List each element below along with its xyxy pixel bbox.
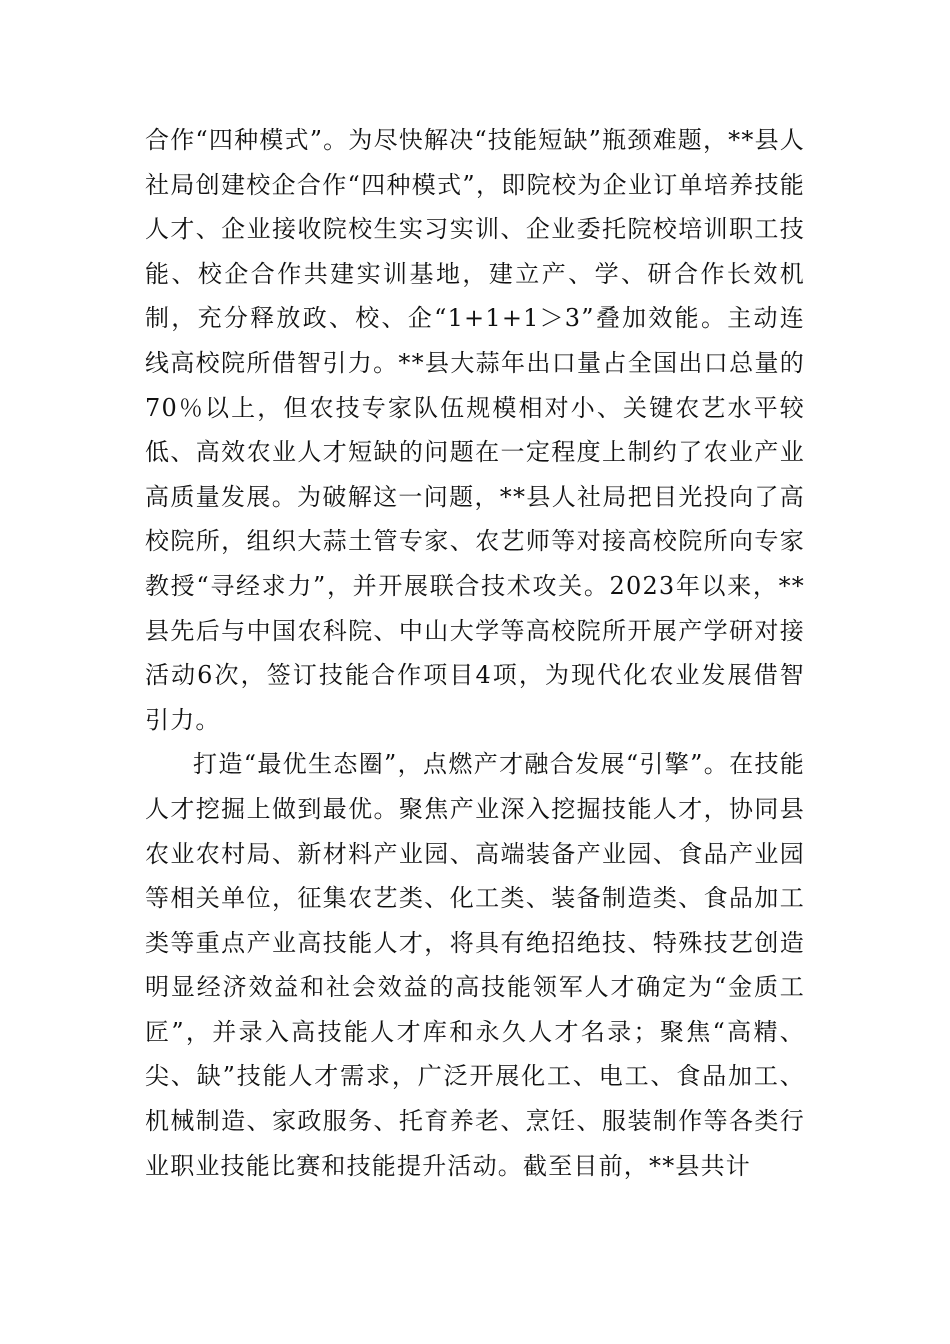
paragraph-1: 合作“四种模式”。为尽快解决“技能短缺”瓶颈难题，**县人社局创建校企合作“四种模式”，即院校为企业订单培养技能人才、企业接收院校生实习实训、企业委托院校培训职工技能、校企合作共建实训基地，建立产、学、研合作长效机制，充分释放政、校、企“1+1+1＞3”叠加效能。主动连线高校院所借智引力。**县大蒜年出口量占全国出口总量的70％以上，但农技专家队伍规模相对小、关键农艺水平较低、高效农业人才短缺的问题在一定程度上制约了农业产业高质量发展。为破解这一问题，**县人社局把目光投向了高校院所，组织大蒜土管专家、农艺师等对接高校院所向专家教授“寻经求力”，并开展联合技术攻关。2023年以来，**县先后与中国农科院、中山大学等高校院所开展产学研对接活动6次，签订技能合作项目4项，为现代化农业发展借智引力。 [145,126,805,734]
document-body [145,118,805,1188]
paragraph-2: 打造“最优生态圈”，点燃产才融合发展“引擎”。在技能人才挖掘上做到最优。聚焦产业深入挖掘技能人才，协同县农业农村局、新材料产业园、高端装备产业园、食品产业园等相关单位，征集农艺类、化工类、装备制造类、食品加工类等重点产业高技能人才，将具有绝招绝技、特殊技艺创造明显经济效益和社会效益的高技能领军人才确定为“金质工匠”，并录入高技能人才库和永久人才名录；聚焦“高精、尖、缺”技能人才需求，广泛开展化工、电工、食品加工、机械制造、家政服务、托育养老、烹饪、服装制作等各类行业职业技能比赛和技能提升活动。截至目前，**县共计 [145,750,805,1180]
